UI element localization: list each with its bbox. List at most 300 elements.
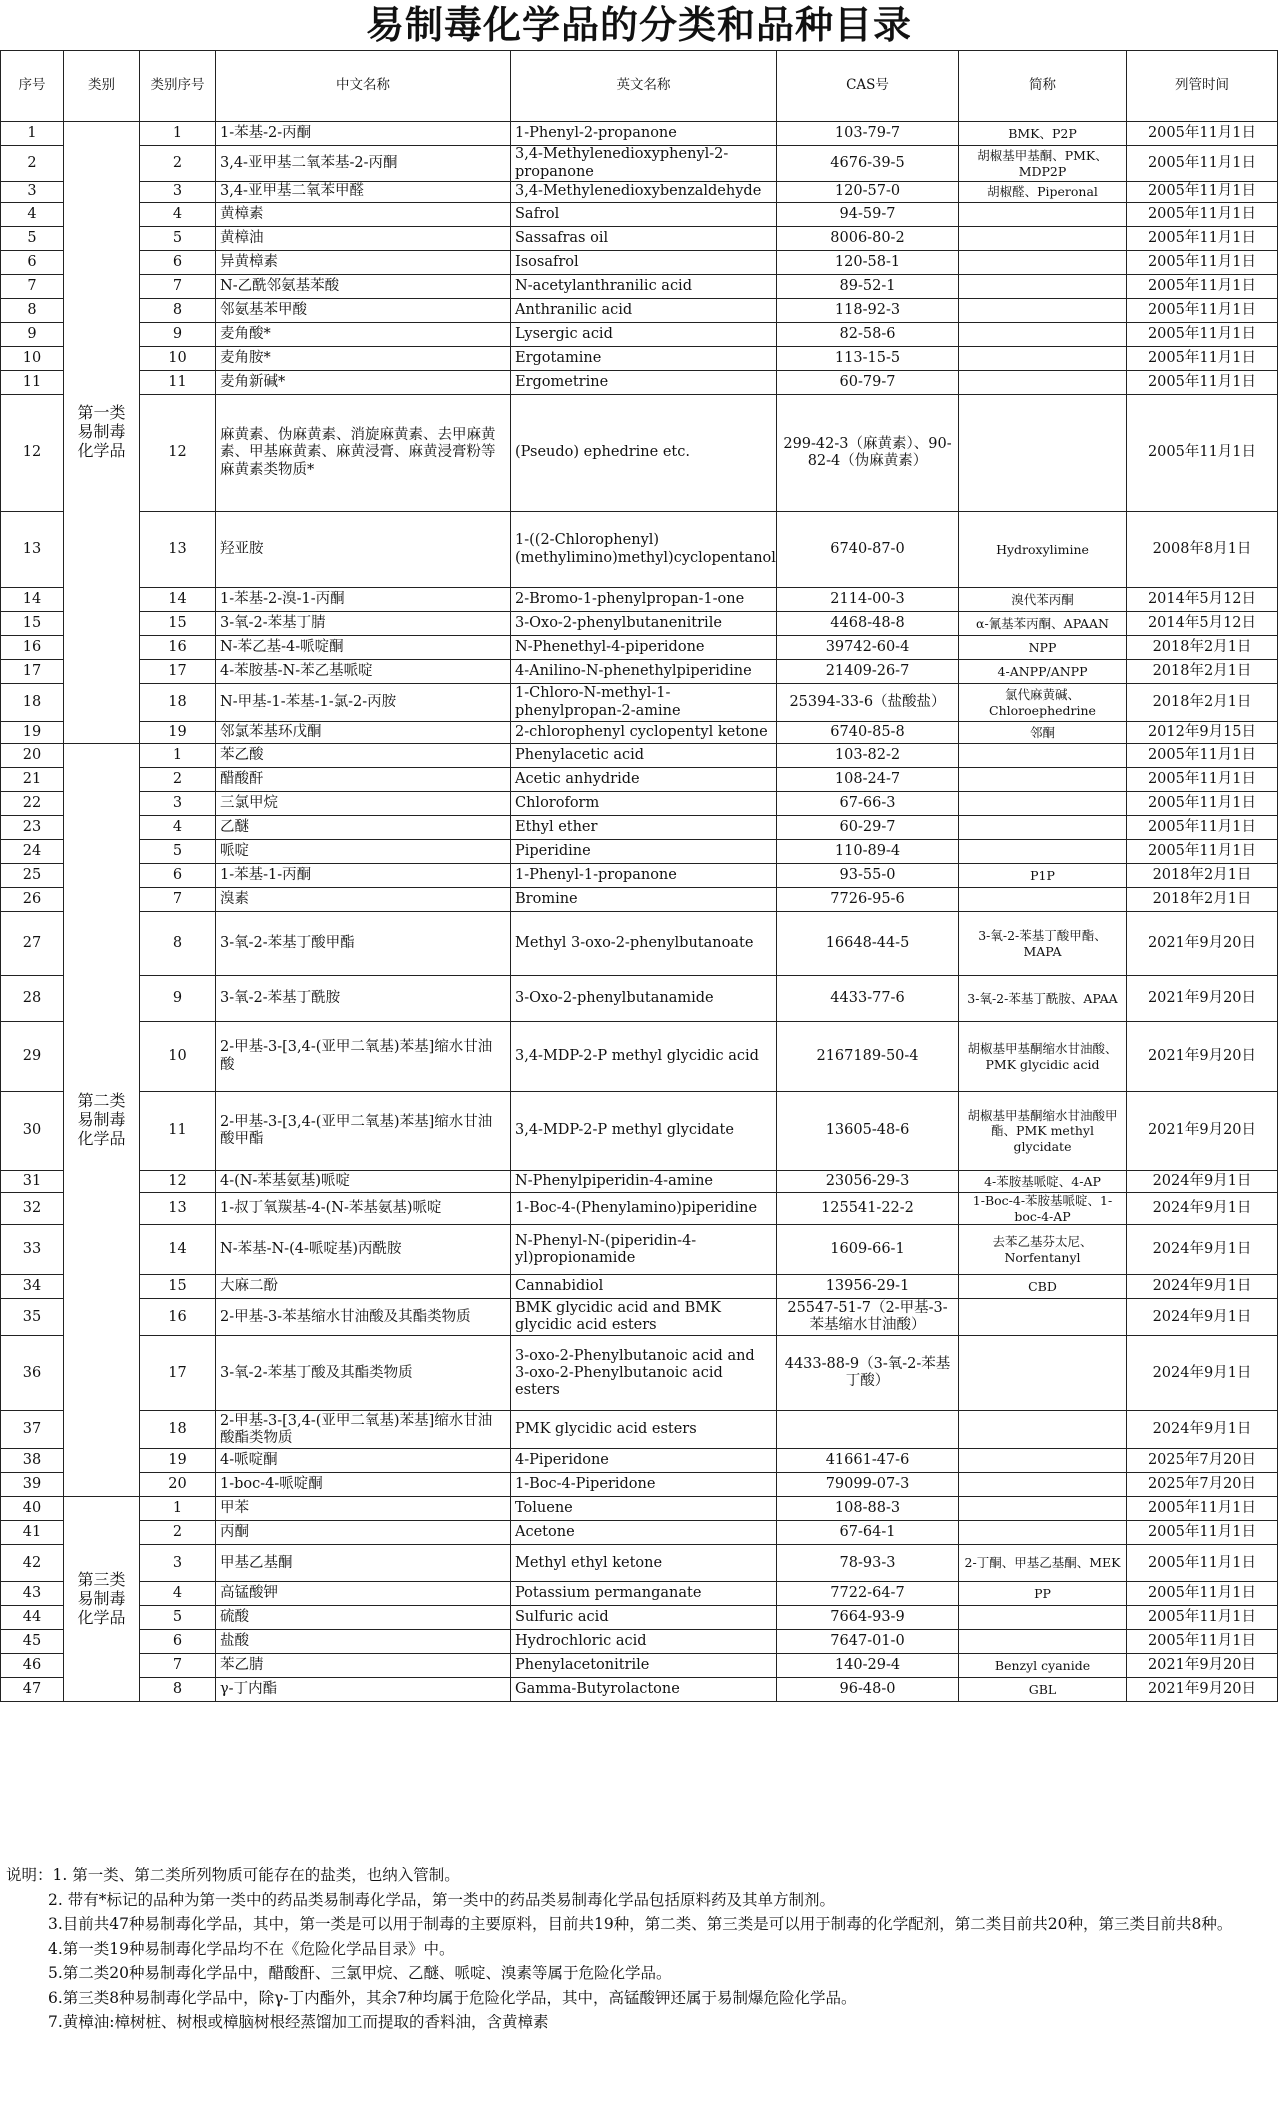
cell-cn-name: 苯乙酸: [216, 744, 511, 768]
cell-abbr: [959, 323, 1127, 347]
cell-time: 2005年11月1日: [1127, 1521, 1278, 1545]
cell-seq: 26: [1, 888, 64, 912]
cell-sub-seq: 11: [140, 1092, 216, 1171]
cell-seq: 19: [1, 722, 64, 744]
cell-cas: 6740-87-0: [777, 512, 959, 588]
cell-cn-name: 麦角新碱*: [216, 371, 511, 395]
cell-abbr: 胡椒基甲基酮缩水甘油酸、PMK glycidic acid: [959, 1022, 1127, 1092]
cell-time: 2005年11月1日: [1127, 275, 1278, 299]
table-row: [1, 1678, 1278, 1702]
cell-time: 2024年9月1日: [1127, 1171, 1278, 1193]
cell-sub-seq: 15: [140, 612, 216, 636]
cell-sub-seq: 7: [140, 888, 216, 912]
cell-abbr: [959, 1497, 1127, 1521]
table-row: [1, 299, 1278, 323]
cell-sub-seq: 9: [140, 323, 216, 347]
cell-cas: 13605-48-6: [777, 1092, 959, 1171]
cell-cn-name: N-苯基-N-(4-哌啶基)丙酰胺: [216, 1225, 511, 1275]
cell-abbr: α-氰基苯丙酮、APAAN: [959, 612, 1127, 636]
cell-cn-name: 硫酸: [216, 1606, 511, 1630]
cell-time: 2005年11月1日: [1127, 203, 1278, 227]
cell-abbr: [959, 1449, 1127, 1473]
cell-cn-name: 2-甲基-3-苯基缩水甘油酸及其酯类物质: [216, 1299, 511, 1336]
cell-seq: 24: [1, 840, 64, 864]
cell-sub-seq: 20: [140, 1473, 216, 1497]
cell-seq: 17: [1, 660, 64, 684]
table-row: [1, 636, 1278, 660]
cell-cn-name: 黄樟素: [216, 203, 511, 227]
cell-cn-name: 2-甲基-3-[3,4-(亚甲二氧基)苯基]缩水甘油酸: [216, 1022, 511, 1092]
cell-en-name: 3,4-MDP-2-P methyl glycidate: [511, 1092, 777, 1171]
table-row: [1, 122, 1278, 146]
cell-sub-seq: 9: [140, 976, 216, 1022]
cell-cas: 25547-51-7（2-甲基-3-苯基缩水甘油酸）: [777, 1299, 959, 1336]
cell-abbr: [959, 299, 1127, 323]
cell-seq: 12: [1, 395, 64, 512]
cell-sub-seq: 3: [140, 1545, 216, 1582]
cell-time: 2005年11月1日: [1127, 1545, 1278, 1582]
cell-en-name: Chloroform: [511, 792, 777, 816]
cell-sub-seq: 1: [140, 122, 216, 146]
cell-cas: 7726-95-6: [777, 888, 959, 912]
cell-time: 2005年11月1日: [1127, 227, 1278, 251]
cell-seq: 30: [1, 1092, 64, 1171]
cell-en-name: BMK glycidic acid and BMK glycidic acid esters: [511, 1299, 777, 1336]
table-row: [1, 912, 1278, 976]
header-cn-name: 中文名称: [216, 51, 511, 122]
cell-seq: 40: [1, 1497, 64, 1521]
cell-cas: 4433-77-6: [777, 976, 959, 1022]
cell-time: 2024年9月1日: [1127, 1193, 1278, 1225]
cell-sub-seq: 4: [140, 816, 216, 840]
cell-seq: 33: [1, 1225, 64, 1275]
cell-cas: 23056-29-3: [777, 1171, 959, 1193]
cell-sub-seq: 19: [140, 1449, 216, 1473]
cell-abbr: GBL: [959, 1678, 1127, 1702]
cell-cas: 41661-47-6: [777, 1449, 959, 1473]
cell-sub-seq: 2: [140, 768, 216, 792]
cell-abbr: [959, 347, 1127, 371]
cell-abbr: [959, 395, 1127, 512]
cell-en-name: Bromine: [511, 888, 777, 912]
table-row: [1, 684, 1278, 722]
cell-time: 2024年9月1日: [1127, 1275, 1278, 1299]
cell-sub-seq: 3: [140, 792, 216, 816]
cell-en-name: 2-Bromo-1-phenylpropan-1-one: [511, 588, 777, 612]
cell-seq: 5: [1, 227, 64, 251]
cell-abbr: [959, 768, 1127, 792]
cell-abbr: Hydroxylimine: [959, 512, 1127, 588]
cell-time: 2018年2月1日: [1127, 684, 1278, 722]
cell-sub-seq: 10: [140, 347, 216, 371]
category-cell: 第一类易制毒化学品: [64, 122, 140, 744]
cell-cas: 103-82-2: [777, 744, 959, 768]
cell-en-name: 1-Boc-4-(Phenylamino)piperidine: [511, 1193, 777, 1225]
cell-seq: 14: [1, 588, 64, 612]
table-row: [1, 588, 1278, 612]
cell-abbr: Benzyl cyanide: [959, 1654, 1127, 1678]
cell-cn-name: 哌啶: [216, 840, 511, 864]
cell-en-name: N-acetylanthranilic acid: [511, 275, 777, 299]
cell-time: 2005年11月1日: [1127, 792, 1278, 816]
cell-cas: 79099-07-3: [777, 1473, 959, 1497]
cell-cas: 125541-22-2: [777, 1193, 959, 1225]
table-row: [1, 1022, 1278, 1092]
cell-seq: 34: [1, 1275, 64, 1299]
cell-time: 2008年8月1日: [1127, 512, 1278, 588]
cell-seq: 6: [1, 251, 64, 275]
cell-abbr: 溴代苯丙酮: [959, 588, 1127, 612]
table-row: [1, 1654, 1278, 1678]
cell-abbr: [959, 1411, 1127, 1449]
table-row: [1, 768, 1278, 792]
table-row: [1, 1630, 1278, 1654]
cell-cn-name: 1-boc-4-哌啶酮: [216, 1473, 511, 1497]
cell-seq: 13: [1, 512, 64, 588]
cell-cn-name: 异黄樟素: [216, 251, 511, 275]
cell-seq: 22: [1, 792, 64, 816]
cell-en-name: 2-chlorophenyl cyclopentyl ketone: [511, 722, 777, 744]
cell-cn-name: 4-(N-苯基氨基)哌啶: [216, 1171, 511, 1193]
cell-abbr: [959, 1606, 1127, 1630]
cell-sub-seq: 19: [140, 722, 216, 744]
cell-cn-name: N-乙酰邻氨基苯酸: [216, 275, 511, 299]
table-row: [1, 816, 1278, 840]
cell-time: 2005年11月1日: [1127, 1582, 1278, 1606]
cell-cn-name: N-甲基-1-苯基-1-氯-2-丙胺: [216, 684, 511, 722]
cell-seq: 1: [1, 122, 64, 146]
table-row: [1, 347, 1278, 371]
cell-cas: 7647-01-0: [777, 1630, 959, 1654]
page-title: 易制毒化学品的分类和品种目录: [365, 2, 912, 47]
cell-en-name: 3,4-Methylenedioxybenzaldehyde: [511, 182, 777, 203]
table-row: [1, 1545, 1278, 1582]
cell-cas: 39742-60-4: [777, 636, 959, 660]
header-sub-seq: 类别序号: [140, 51, 216, 122]
cell-sub-seq: 12: [140, 1171, 216, 1193]
cell-time: 2025年7月20日: [1127, 1473, 1278, 1497]
cell-en-name: Phenylacetonitrile: [511, 1654, 777, 1678]
cell-seq: 11: [1, 371, 64, 395]
cell-cas: 299-42-3（麻黄素）、90-82-4（伪麻黄素）: [777, 395, 959, 512]
cell-seq: 39: [1, 1473, 64, 1497]
cell-seq: 9: [1, 323, 64, 347]
cell-seq: 10: [1, 347, 64, 371]
table-row: [1, 1299, 1278, 1336]
cell-en-name: Methyl 3-oxo-2-phenylbutanoate: [511, 912, 777, 976]
cell-abbr: [959, 251, 1127, 275]
table-row: [1, 371, 1278, 395]
cell-cn-name: 醋酸酐: [216, 768, 511, 792]
cell-time: 2005年11月1日: [1127, 1606, 1278, 1630]
cell-en-name: Ergotamine: [511, 347, 777, 371]
cell-sub-seq: 14: [140, 588, 216, 612]
cell-en-name: 1-((2-Chlorophenyl)(methylimino)methyl)cyclopentanol: [511, 512, 777, 588]
cell-time: 2012年9月15日: [1127, 722, 1278, 744]
cell-seq: 8: [1, 299, 64, 323]
cell-cas: 6740-85-8: [777, 722, 959, 744]
cell-en-name: 3,4-Methylenedioxyphenyl-2-propanone: [511, 146, 777, 182]
cell-en-name: 3-Oxo-2-phenylbutanenitrile: [511, 612, 777, 636]
cell-abbr: [959, 371, 1127, 395]
cell-en-name: 3-Oxo-2-phenylbutanamide: [511, 976, 777, 1022]
cell-time: 2024年9月1日: [1127, 1336, 1278, 1411]
cell-en-name: Phenylacetic acid: [511, 744, 777, 768]
cell-en-name: N-Phenyl-N-(piperidin-4-yl)propionamide: [511, 1225, 777, 1275]
cell-seq: 41: [1, 1521, 64, 1545]
cell-cas: 8006-80-2: [777, 227, 959, 251]
cell-cas: 78-93-3: [777, 1545, 959, 1582]
cell-en-name: Ergometrine: [511, 371, 777, 395]
cell-cn-name: γ-丁内酯: [216, 1678, 511, 1702]
table-row: [1, 1336, 1278, 1411]
cell-cn-name: 2-甲基-3-[3,4-(亚甲二氧基)苯基]缩水甘油酸甲酯: [216, 1092, 511, 1171]
cell-sub-seq: 6: [140, 1630, 216, 1654]
cell-cn-name: 黄樟油: [216, 227, 511, 251]
cell-cas: 2167189-50-4: [777, 1022, 959, 1092]
cell-seq: 29: [1, 1022, 64, 1092]
cell-seq: 4: [1, 203, 64, 227]
cell-cas: 21409-26-7: [777, 660, 959, 684]
cell-time: 2021年9月20日: [1127, 1654, 1278, 1678]
cell-cas: 108-88-3: [777, 1497, 959, 1521]
cell-en-name: Piperidine: [511, 840, 777, 864]
cell-en-name: PMK glycidic acid esters: [511, 1411, 777, 1449]
cell-en-name: 1-Boc-4-Piperidone: [511, 1473, 777, 1497]
cell-seq: 32: [1, 1193, 64, 1225]
cell-sub-seq: 11: [140, 371, 216, 395]
cell-time: 2005年11月1日: [1127, 744, 1278, 768]
cell-en-name: 4-Piperidone: [511, 1449, 777, 1473]
cell-en-name: Sulfuric acid: [511, 1606, 777, 1630]
cell-cas: 103-79-7: [777, 122, 959, 146]
cell-seq: 42: [1, 1545, 64, 1582]
header-category: 类别: [64, 51, 140, 122]
cell-cas: 120-58-1: [777, 251, 959, 275]
cell-seq: 47: [1, 1678, 64, 1702]
cell-sub-seq: 8: [140, 1678, 216, 1702]
cell-sub-seq: 7: [140, 275, 216, 299]
cell-abbr: [959, 1336, 1127, 1411]
cell-cn-name: 甲基乙基酮: [216, 1545, 511, 1582]
cell-cas: 113-15-5: [777, 347, 959, 371]
cell-cas: [777, 1411, 959, 1449]
cell-sub-seq: 5: [140, 227, 216, 251]
cell-seq: 44: [1, 1606, 64, 1630]
cell-cas: 60-79-7: [777, 371, 959, 395]
table-row: [1, 251, 1278, 275]
table-row: [1, 612, 1278, 636]
cell-time: 2005年11月1日: [1127, 323, 1278, 347]
cell-en-name: Anthranilic acid: [511, 299, 777, 323]
cell-abbr: NPP: [959, 636, 1127, 660]
cell-en-name: 1-Phenyl-2-propanone: [511, 122, 777, 146]
cell-en-name: Methyl ethyl ketone: [511, 1545, 777, 1582]
cell-time: 2018年2月1日: [1127, 660, 1278, 684]
notes-section: [6, 1863, 1274, 2035]
cell-abbr: 去苯乙基芬太尼、Norfentanyl: [959, 1225, 1127, 1275]
cell-sub-seq: 5: [140, 1606, 216, 1630]
cell-en-name: Toluene: [511, 1497, 777, 1521]
cell-en-name: Safrol: [511, 203, 777, 227]
cell-cas: 110-89-4: [777, 840, 959, 864]
cell-cas: 1609-66-1: [777, 1225, 959, 1275]
cell-cas: 67-66-3: [777, 792, 959, 816]
cell-seq: 15: [1, 612, 64, 636]
table-row: [1, 864, 1278, 888]
cell-en-name: Sassafras oil: [511, 227, 777, 251]
note-7: 7.黄樟油:樟树桩、树根或樟脑树根经蒸馏加工而提取的香料油，含黄樟素: [48, 2013, 549, 2031]
table-row: [1, 395, 1278, 512]
cell-seq: 23: [1, 816, 64, 840]
note-3: 3.目前共47种易制毒化学品，其中，第一类是可以用于制毒的主要原料，目前共19种，第二类、第三类是可以用于制毒的化学配剂，第二类目前共20种，第三类目前共8种。: [48, 1915, 1233, 1933]
cell-en-name: 3-oxo-2-Phenylbutanoic acid and 3-oxo-2-Phenylbutanoic acid esters: [511, 1336, 777, 1411]
cell-cn-name: 3-氧-2-苯基丁酸甲酯: [216, 912, 511, 976]
cell-en-name: N-Phenethyl-4-piperidone: [511, 636, 777, 660]
cell-cas: 4468-48-8: [777, 612, 959, 636]
cell-cas: 82-58-6: [777, 323, 959, 347]
cell-seq: 37: [1, 1411, 64, 1449]
table-row: [1, 1092, 1278, 1171]
table-row: [1, 512, 1278, 588]
cell-cn-name: N-苯乙基-4-哌啶酮: [216, 636, 511, 660]
cell-abbr: [959, 744, 1127, 768]
cell-abbr: P1P: [959, 864, 1127, 888]
cell-time: 2025年7月20日: [1127, 1449, 1278, 1473]
cell-time: 2021年9月20日: [1127, 912, 1278, 976]
table-row: [1, 976, 1278, 1022]
table-row: [1, 146, 1278, 182]
note-4: 4.第一类19种易制毒化学品均不在《危险化学品目录》中。: [48, 1939, 455, 1958]
cell-sub-seq: 14: [140, 1225, 216, 1275]
cell-time: 2021年9月20日: [1127, 976, 1278, 1022]
table-row: [1, 1411, 1278, 1449]
cell-seq: 27: [1, 912, 64, 976]
cell-sub-seq: 7: [140, 1654, 216, 1678]
cell-abbr: [959, 1299, 1127, 1336]
cell-cn-name: 乙醚: [216, 816, 511, 840]
table-row: [1, 1225, 1278, 1275]
cell-time: 2021年9月20日: [1127, 1022, 1278, 1092]
cell-cas: 25394-33-6（盐酸盐）: [777, 684, 959, 722]
table-row: [1, 323, 1278, 347]
cell-abbr: 2-丁酮、甲基乙基酮、MEK: [959, 1545, 1127, 1582]
cell-sub-seq: 8: [140, 299, 216, 323]
cell-cn-name: 麦角胺*: [216, 347, 511, 371]
cell-abbr: 3-氧-2-苯基丁酸甲酯、MAPA: [959, 912, 1127, 976]
cell-cn-name: 盐酸: [216, 1630, 511, 1654]
table-row: [1, 1606, 1278, 1630]
table-row: [1, 227, 1278, 251]
cell-cas: 67-64-1: [777, 1521, 959, 1545]
cell-sub-seq: 2: [140, 1521, 216, 1545]
cell-cn-name: 3-氧-2-苯基丁酸及其酯类物质: [216, 1336, 511, 1411]
cell-sub-seq: 18: [140, 684, 216, 722]
cell-time: 2005年11月1日: [1127, 816, 1278, 840]
cell-abbr: 氯代麻黄碱、Chloroephedrine: [959, 684, 1127, 722]
cell-cn-name: 高锰酸钾: [216, 1582, 511, 1606]
cell-time: 2014年5月12日: [1127, 588, 1278, 612]
cell-time: 2005年11月1日: [1127, 840, 1278, 864]
cell-abbr: 3-氧-2-苯基丁酰胺、APAA: [959, 976, 1127, 1022]
cell-en-name: Potassium permanganate: [511, 1582, 777, 1606]
cell-time: 2005年11月1日: [1127, 1630, 1278, 1654]
cell-sub-seq: 5: [140, 840, 216, 864]
cell-seq: 45: [1, 1630, 64, 1654]
cell-seq: 31: [1, 1171, 64, 1193]
cell-cas: 140-29-4: [777, 1654, 959, 1678]
cell-time: 2018年2月1日: [1127, 888, 1278, 912]
cell-cas: 96-48-0: [777, 1678, 959, 1702]
cell-seq: 18: [1, 684, 64, 722]
cell-cn-name: 3,4-亚甲基二氧苯甲醛: [216, 182, 511, 203]
category-cell: 第二类易制毒化学品: [64, 744, 140, 1497]
cell-cn-name: 麦角酸*: [216, 323, 511, 347]
cell-time: 2005年11月1日: [1127, 768, 1278, 792]
cell-sub-seq: 3: [140, 182, 216, 203]
cell-cn-name: 大麻二酚: [216, 1275, 511, 1299]
cell-time: 2018年2月1日: [1127, 636, 1278, 660]
cell-cn-name: 苯乙腈: [216, 1654, 511, 1678]
cell-sub-seq: 13: [140, 512, 216, 588]
cell-cn-name: 4-苯胺基-N-苯乙基哌啶: [216, 660, 511, 684]
table-row: [1, 1473, 1278, 1497]
cell-abbr: 胡椒基甲基酮、PMK、MDP2P: [959, 146, 1127, 182]
cell-time: 2005年11月1日: [1127, 1497, 1278, 1521]
table-row: [1, 1275, 1278, 1299]
cell-seq: 25: [1, 864, 64, 888]
cell-cn-name: 三氯甲烷: [216, 792, 511, 816]
cell-en-name: N-Phenylpiperidin-4-amine: [511, 1171, 777, 1193]
cell-seq: 36: [1, 1336, 64, 1411]
cell-abbr: 胡椒醛、Piperonal: [959, 182, 1127, 203]
cell-time: 2005年11月1日: [1127, 371, 1278, 395]
cell-cn-name: 甲苯: [216, 1497, 511, 1521]
cell-abbr: [959, 816, 1127, 840]
cell-cas: 108-24-7: [777, 768, 959, 792]
cell-cas: 89-52-1: [777, 275, 959, 299]
cell-cn-name: 溴素: [216, 888, 511, 912]
cell-time: 2005年11月1日: [1127, 146, 1278, 182]
cell-time: 2021年9月20日: [1127, 1092, 1278, 1171]
cell-seq: 46: [1, 1654, 64, 1678]
cell-sub-seq: 8: [140, 912, 216, 976]
cell-cn-name: 3-氧-2-苯基丁腈: [216, 612, 511, 636]
cell-cas: 7664-93-9: [777, 1606, 959, 1630]
cell-time: 2005年11月1日: [1127, 251, 1278, 275]
cell-abbr: [959, 1630, 1127, 1654]
cell-abbr: [959, 1521, 1127, 1545]
table-row: [1, 275, 1278, 299]
note-1: 说明：1. 第一类、第二类所列物质可能存在的盐类，也纳入管制。: [6, 1866, 460, 1884]
table-row: [1, 888, 1278, 912]
cell-sub-seq: 1: [140, 744, 216, 768]
table-header: [1, 51, 1278, 122]
table-row: [1, 1449, 1278, 1473]
table-row: [1, 1193, 1278, 1225]
cell-sub-seq: 13: [140, 1193, 216, 1225]
table-row: [1, 1521, 1278, 1545]
catalog-table-wrapper: [0, 50, 1277, 1702]
cell-cas: 2114-00-3: [777, 588, 959, 612]
cell-sub-seq: 12: [140, 395, 216, 512]
cell-sub-seq: 2: [140, 146, 216, 182]
cell-time: 2021年9月20日: [1127, 1678, 1278, 1702]
cell-seq: 16: [1, 636, 64, 660]
cell-abbr: BMK、P2P: [959, 122, 1127, 146]
cell-cn-name: 3-氧-2-苯基丁酰胺: [216, 976, 511, 1022]
cell-en-name: Gamma-Butyrolactone: [511, 1678, 777, 1702]
